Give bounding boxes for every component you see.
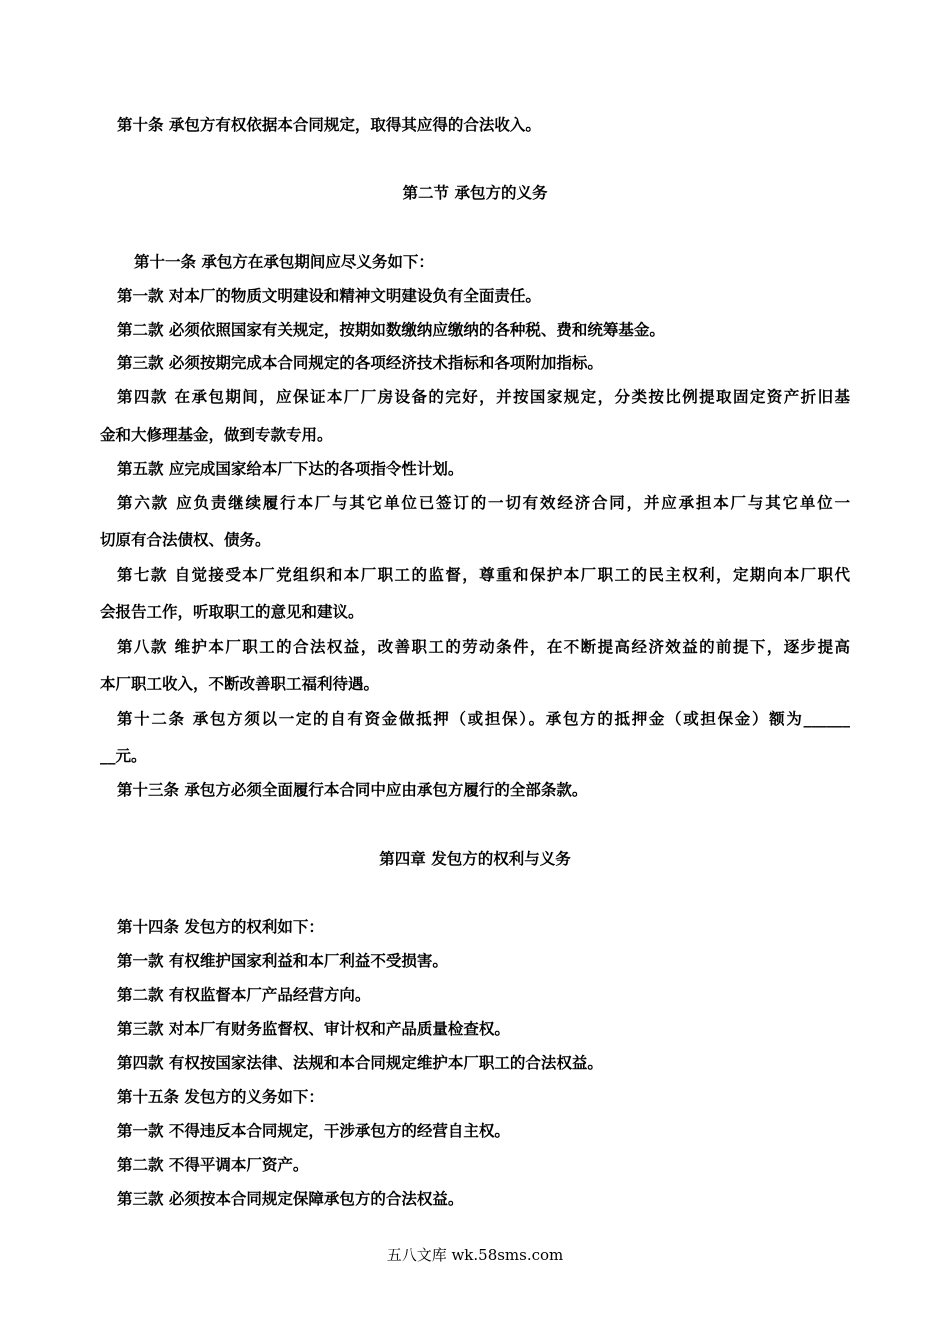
- article-11-clause-6-line-2: 切原有合法债权、债务。: [100, 531, 271, 549]
- article-11-clause-2: 第二款 必须依照国家有关规定，按期如数缴纳应缴纳的各种税、费和统筹基金。: [117, 321, 665, 339]
- section-2-title: 第二节 承包方的义务: [402, 184, 548, 202]
- article-10: 第十条 承包方有权依据本合同规定，取得其应得的合法收入。: [117, 116, 541, 134]
- article-11-clause-3: 第三款 必须按期完成本合同规定的各项经济技术指标和各项附加指标。: [117, 354, 603, 372]
- article-15-clause-2: 第二款 不得平调本厂资产。: [117, 1156, 309, 1174]
- article-13: 第十三条 承包方必须全面履行本合同中应由承包方履行的全部条款。: [117, 781, 588, 799]
- chapter-4-title: 第四章 发包方的权利与义务: [379, 850, 571, 868]
- article-11-clause-7-line-1: 第七款 自觉接受本厂党组织和本厂职工的监督，尊重和保护本厂职工的民主权利，定期向本厂职代: [117, 566, 850, 584]
- article-11-clause-8-line-2: 本厂职工收入，不断改善职工福利待遇。: [100, 675, 380, 693]
- article-11-clause-8-line-1: 第八款 维护本厂职工的合法权益，改善职工的劳动条件，在不断提高经济效益的前提下，逐步提高: [117, 638, 850, 656]
- article-12-line-1: 第十二条 承包方须以一定的自有资金做抵押（或担保）。承包方的抵押金（或担保金）额为______: [117, 710, 850, 728]
- article-11-clause-6-line-1: 第六款 应负责继续履行本厂与其它单位已签订的一切有效经济合同，并应承担本厂与其它单位一: [117, 494, 850, 512]
- article-11-clause-5: 第五款 应完成国家给本厂下达的各项指令性计划。: [117, 460, 464, 478]
- article-14-clause-1: 第一款 有权维护国家利益和本厂利益不受损害。: [117, 952, 448, 970]
- article-15-clause-1: 第一款 不得违反本合同规定，干涉承包方的经营自主权。: [117, 1122, 510, 1140]
- article-11-clause-7-line-2: 会报告工作，听取职工的意见和建议。: [100, 603, 364, 621]
- article-15: 第十五条 发包方的义务如下：: [117, 1088, 324, 1106]
- article-11: 第十一条 承包方在承包期间应尽义务如下：: [134, 253, 434, 271]
- article-11-clause-1: 第一款 对本厂的物质文明建设和精神文明建设负有全面责任。: [117, 287, 541, 305]
- article-14-clause-3: 第三款 对本厂有财务监督权、审计权和产品质量检查权。: [117, 1020, 510, 1038]
- article-11-clause-4-line-1: 第四款 在承包期间，应保证本厂厂房设备的完好，并按国家规定，分类按比例提取固定资产折旧基: [117, 388, 850, 406]
- article-14-clause-4: 第四款 有权按国家法律、法规和本合同规定维护本厂职工的合法权益。: [117, 1054, 603, 1072]
- article-11-clause-4-line-2: 金和大修理基金，做到专款专用。: [100, 426, 333, 444]
- footer-watermark: 五八文库 wk.58sms.com: [386, 1246, 564, 1264]
- article-15-clause-3: 第三款 必须按本合同规定保障承包方的合法权益。: [117, 1190, 464, 1208]
- article-14-clause-2: 第二款 有权监督本厂产品经营方向。: [117, 986, 371, 1004]
- article-14: 第十四条 发包方的权利如下：: [117, 918, 324, 936]
- article-12-line-2: __元。: [100, 747, 147, 765]
